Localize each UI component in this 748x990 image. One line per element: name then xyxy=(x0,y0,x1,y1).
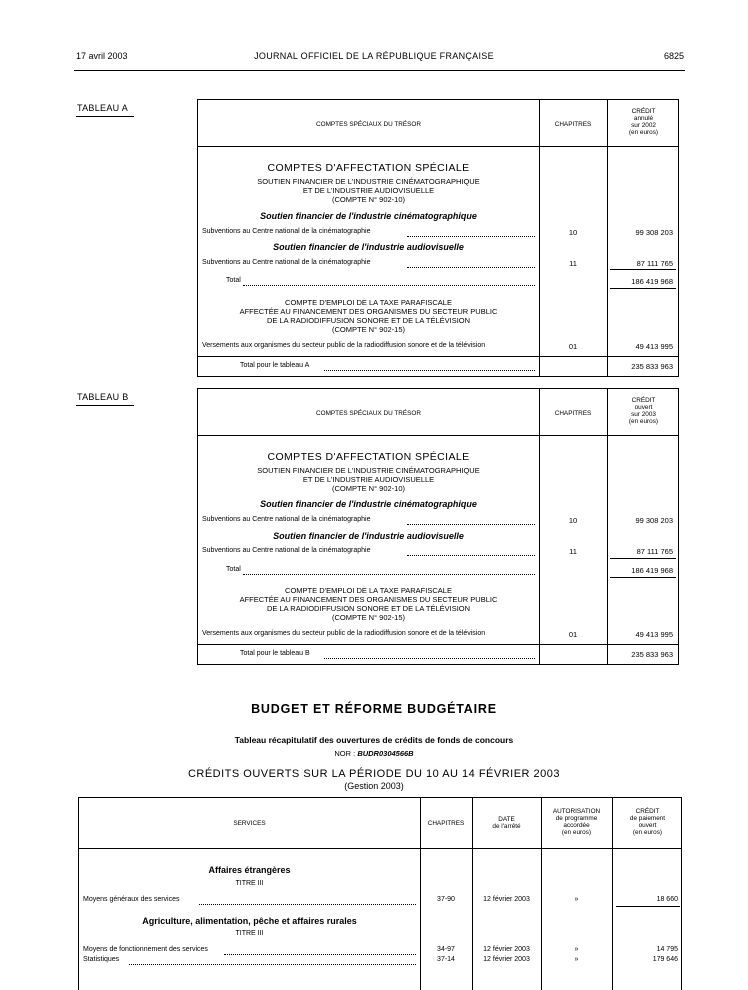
row-value: 49 413 995 xyxy=(635,342,673,351)
table-row-credit: 14 795 xyxy=(656,946,678,953)
table-row-credit: 18 660 xyxy=(656,896,678,903)
row-value: 87 111 765 xyxy=(636,259,673,268)
col-divider xyxy=(539,389,540,664)
credit-line: (en euros) xyxy=(628,129,659,136)
credit-line: sur 2003 xyxy=(631,411,656,418)
total-value: 186 419 968 xyxy=(631,566,673,575)
budget-table xyxy=(78,797,682,990)
table-row-label: Moyens généraux des services xyxy=(83,896,180,903)
credit-line: annulé xyxy=(633,115,654,122)
section-title: Agriculture, alimentation, pêche et affaires rurales xyxy=(142,916,357,926)
table-row-auth: » xyxy=(574,956,579,963)
subsection-title: Soutien financier de l'industrie cinématographique xyxy=(260,499,477,509)
col-header-date xyxy=(472,816,541,830)
total-label: Total xyxy=(226,277,241,284)
leader-dots xyxy=(243,285,535,286)
row-chapitre: 01 xyxy=(568,630,578,639)
col-header-comptes: COMPTES SPÉCIAUX DU TRÉSOR xyxy=(316,121,421,128)
total-value: 186 419 968 xyxy=(631,277,673,286)
credit-line: de paiement xyxy=(629,815,666,822)
col-divider xyxy=(539,100,540,376)
subtitle-line: DE LA RADIODIFFUSION SONORE ET DE LA TÉLÉVISION xyxy=(266,604,471,613)
leader-dots xyxy=(407,236,535,237)
total-label: Total xyxy=(226,566,241,573)
subtitle-line: (COMPTE N° 902-10) xyxy=(331,484,405,493)
section-title: COMPTES D'AFFECTATION SPÉCIALE xyxy=(267,162,470,174)
tableau-a-label: TABLEAU A xyxy=(77,103,129,113)
section2-subtitle xyxy=(198,298,539,334)
autorisation-line: AUTORISATION xyxy=(552,808,601,815)
grand-total-divider xyxy=(198,356,678,357)
tableau-a-table xyxy=(197,99,679,377)
titre-label: TITRE III xyxy=(235,930,264,937)
header-rule xyxy=(74,70,685,71)
tableau-b-table xyxy=(197,388,679,665)
autorisation-line: de programme xyxy=(555,815,598,822)
grand-total-divider xyxy=(198,644,678,645)
tableau-b-label-rule xyxy=(76,405,134,406)
subsection-title: Soutien financier de l'industrie audiovisuelle xyxy=(273,531,464,541)
row-label: Versements aux organismes du secteur public de la radiodiffusion sonore et de la télévision xyxy=(202,630,486,637)
subtitle-line: (COMPTE N° 902-10) xyxy=(331,195,405,204)
col-header-chapitres: CHAPITRES xyxy=(427,820,465,827)
table-row-label: Statistiques xyxy=(83,956,120,963)
credit-line: ouvert xyxy=(638,822,657,829)
sum-rule xyxy=(610,288,676,289)
col-header-services: SERVICES xyxy=(233,820,266,827)
grand-total-value: 235 833 963 xyxy=(631,650,673,659)
section-title: COMPTES D'AFFECTATION SPÉCIALE xyxy=(267,451,470,463)
subtitle-line: (COMPTE N° 902-15) xyxy=(331,613,405,622)
journal-title: JOURNAL OFFICIEL DE LA RÉPUBLIQUE FRANÇAISE xyxy=(254,51,494,61)
sum-rule xyxy=(610,269,676,270)
grand-total-label: Total pour le tableau A xyxy=(240,362,310,369)
credit-line: CRÉDIT xyxy=(635,808,660,815)
row-label: Versements aux organismes du secteur public de la radiodiffusion sonore et de la télévision xyxy=(202,342,486,349)
col-header-chapitres: CHAPITRES xyxy=(554,121,592,128)
budget-title: BUDGET ET RÉFORME BUDGÉTAIRE xyxy=(251,702,497,716)
subtitle-line: DE LA RADIODIFFUSION SONORE ET DE LA TÉLÉVISION xyxy=(266,316,471,325)
col-header-chapitres: CHAPITRES xyxy=(554,410,592,417)
col-header-credit xyxy=(612,808,683,836)
credit-line: (en euros) xyxy=(628,418,659,425)
subtitle-line: (COMPTE N° 902-15) xyxy=(331,325,405,334)
sum-rule xyxy=(616,906,680,907)
credit-line: CRÉDIT xyxy=(631,108,656,115)
date-line: de l'arrêté xyxy=(492,823,521,830)
leader-dots xyxy=(407,267,535,268)
nor-code: BUDR0304566B xyxy=(357,749,414,758)
table-row-chapitre: 34-97 xyxy=(437,946,455,953)
leader-dots xyxy=(243,574,535,575)
autorisation-line: accordée xyxy=(563,822,590,829)
sum-rule xyxy=(610,577,676,578)
row-label: Subventions au Centre national de la cinématographie xyxy=(202,547,371,554)
table-row-auth: » xyxy=(574,896,579,903)
titre-label: TITRE III xyxy=(235,880,264,887)
table-row-date: 12 février 2003 xyxy=(483,896,530,903)
section2-subtitle xyxy=(198,586,539,622)
page-date: 17 avril 2003 xyxy=(76,51,128,61)
tableau-a-label-rule xyxy=(76,116,134,117)
sum-rule xyxy=(610,558,676,559)
nor-line xyxy=(0,749,748,758)
row-value: 87 111 765 xyxy=(636,547,673,556)
budget-subtitle: Tableau récapitulatif des ouvertures de crédits de fonds de concours xyxy=(234,735,514,745)
subtitle-line: AFFECTÉE AU FINANCEMENT DES ORGANISMES DU SECTEUR PUBLIC xyxy=(239,595,498,604)
autorisation-line: (en euros) xyxy=(561,829,592,836)
nor-label: NOR : xyxy=(334,749,358,758)
col-header-autorisation xyxy=(541,808,612,836)
subtitle-line: SOUTIEN FINANCIER DE L'INDUSTRIE CINÉMATOGRAPHIQUE xyxy=(257,466,480,475)
section-title: Affaires étrangères xyxy=(208,865,291,875)
subtitle-line: COMPTE D'EMPLOI DE LA TAXE PARAFISCALE xyxy=(285,586,452,595)
table-row-date: 12 février 2003 xyxy=(483,946,530,953)
col-header-comptes: COMPTES SPÉCIAUX DU TRÉSOR xyxy=(316,410,421,417)
subtitle-line: ET DE L'INDUSTRIE AUDIOVISUELLE xyxy=(302,186,435,195)
leader-dots xyxy=(324,370,535,371)
credit-line: CRÉDIT xyxy=(631,397,656,404)
section-subtitle xyxy=(198,466,539,493)
leader-dots xyxy=(199,904,416,905)
subtitle-line: AFFECTÉE AU FINANCEMENT DES ORGANISMES DU SECTEUR PUBLIC xyxy=(239,307,498,316)
subtitle-line: ET DE L'INDUSTRIE AUDIOVISUELLE xyxy=(302,475,435,484)
section-subtitle xyxy=(198,177,539,204)
subtitle-line: SOUTIEN FINANCIER DE L'INDUSTRIE CINÉMATOGRAPHIQUE xyxy=(257,177,480,186)
leader-dots xyxy=(224,954,416,955)
table-row-chapitre: 37-90 xyxy=(437,896,455,903)
row-value: 99 308 203 xyxy=(635,228,673,237)
row-chapitre: 10 xyxy=(568,228,578,237)
row-value: 49 413 995 xyxy=(635,630,673,639)
leader-dots xyxy=(407,524,535,525)
tableau-b-label: TABLEAU B xyxy=(77,392,129,402)
leader-dots xyxy=(324,658,535,659)
table-row-credit: 179 646 xyxy=(652,956,678,963)
col-header-credit xyxy=(607,108,680,136)
grand-total-label: Total pour le tableau B xyxy=(240,650,310,657)
gestion-label: (Gestion 2003) xyxy=(344,781,404,791)
row-label: Subventions au Centre national de la cinématographie xyxy=(202,228,371,235)
credit-line: ouvert xyxy=(634,404,653,411)
col-divider xyxy=(607,100,608,376)
col-divider xyxy=(607,389,608,664)
header-divider xyxy=(198,435,678,436)
row-chapitre: 10 xyxy=(568,516,578,525)
credit-line: sur 2002 xyxy=(631,122,656,129)
col-header-credit xyxy=(607,397,680,425)
header-divider xyxy=(198,146,678,147)
leader-dots xyxy=(407,555,535,556)
table-row-date: 12 février 2003 xyxy=(483,956,530,963)
subsection-title: Soutien financier de l'industrie audiovisuelle xyxy=(273,242,464,252)
grand-total-value: 235 833 963 xyxy=(631,362,673,371)
row-value: 99 308 203 xyxy=(635,516,673,525)
subtitle-line: COMPTE D'EMPLOI DE LA TAXE PARAFISCALE xyxy=(285,298,452,307)
table-row-auth: » xyxy=(574,946,579,953)
date-line: DATE xyxy=(498,816,515,823)
table-row-chapitre: 37-14 xyxy=(437,956,455,963)
period-title: CRÉDITS OUVERTS SUR LA PÉRIODE DU 10 AU 14 FÉVRIER 2003 xyxy=(187,768,561,780)
leader-dots xyxy=(129,964,416,965)
subsection-title: Soutien financier de l'industrie cinématographique xyxy=(260,211,477,221)
row-label: Subventions au Centre national de la cinématographie xyxy=(202,259,371,266)
row-chapitre: 11 xyxy=(569,259,577,268)
row-chapitre: 11 xyxy=(569,547,577,556)
row-chapitre: 01 xyxy=(568,342,578,351)
table-row-label: Moyens de fonctionnement des services xyxy=(83,946,208,953)
credit-line: (en euros) xyxy=(632,829,663,836)
page-number: 6825 xyxy=(663,51,684,61)
header-divider xyxy=(79,848,681,849)
row-label: Subventions au Centre national de la cinématographie xyxy=(202,516,371,523)
